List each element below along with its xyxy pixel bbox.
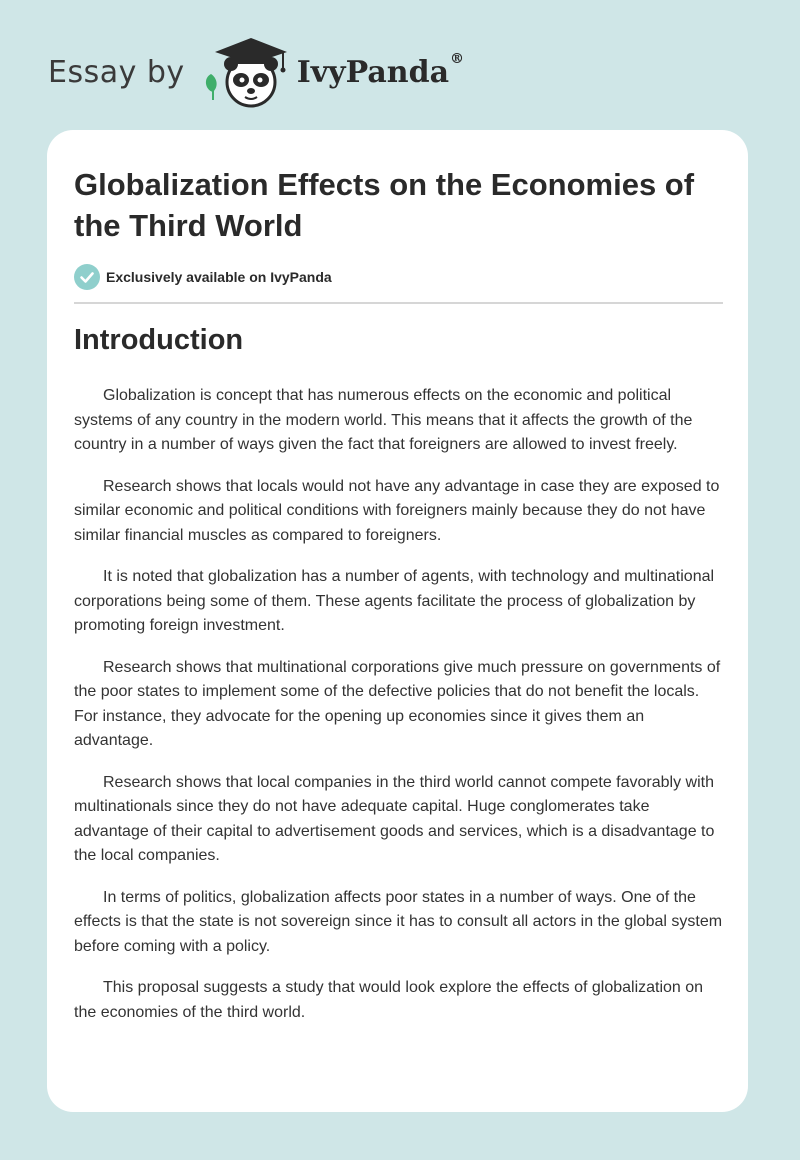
paragraph: Globalization is concept that has numerous effects on the economic and political systems of any country in the modern world. This means that it affects the growth of the country in a number of ways given the fact that foreigners are allowed to invest freely. bbox=[74, 387, 693, 453]
exclusive-badge bbox=[74, 264, 332, 290]
paragraph: In terms of politics, globalization affects poor states in a number of ways. One of the effects is that the state is not sovereign since it has to consult all actors in the global system before coming with a policy. bbox=[74, 888, 723, 955]
panda-graduate-logo-icon[interactable] bbox=[201, 34, 293, 110]
paragraph: Research shows that multinational corporations give much pressure on governments of the poor states to implement some of the defective policies that do not benefit the locals. For instance, they advocate for the opening up economies since it gives them an advantage. bbox=[74, 658, 721, 749]
paragraph: This proposal suggests a study that would look explore the effects of globalization on the economies of the third world. bbox=[74, 979, 704, 1021]
essay-card bbox=[47, 130, 748, 1112]
site-header bbox=[48, 34, 464, 110]
paragraph: Research shows that locals would not have any advantage in case they are exposed to similar economic and political conditions with foreigners mainly because they do not have similar financial muscles as compared to foreigners. bbox=[74, 477, 720, 544]
section-heading: Introduction bbox=[74, 324, 244, 356]
title-divider bbox=[74, 302, 723, 304]
essay-body bbox=[74, 384, 724, 1042]
essay-title: Globalization Effects on the Economies of the Third World bbox=[74, 167, 695, 243]
check-circle-icon bbox=[74, 264, 100, 290]
essay-by-label: Essay by bbox=[48, 54, 185, 90]
badge-text: Exclusively available on IvyPanda bbox=[106, 269, 332, 285]
paragraph: It is noted that globalization has a number of agents, with technology and multinational corporations being some of them. These agents facilitate the process of globalization by promoting foreign investment. bbox=[74, 568, 715, 634]
brand-name-text: IvyPanda bbox=[296, 54, 450, 90]
brand-name[interactable] bbox=[296, 50, 465, 90]
paragraph: Research shows that local companies in the third world cannot compete favorably with multinationals since they do not have adequate capital. Huge conglomerates take advantage of their capital to advertisement goods and services, which is a disadvantage to the local companies. bbox=[74, 773, 715, 864]
registered-mark: ® bbox=[450, 50, 465, 67]
